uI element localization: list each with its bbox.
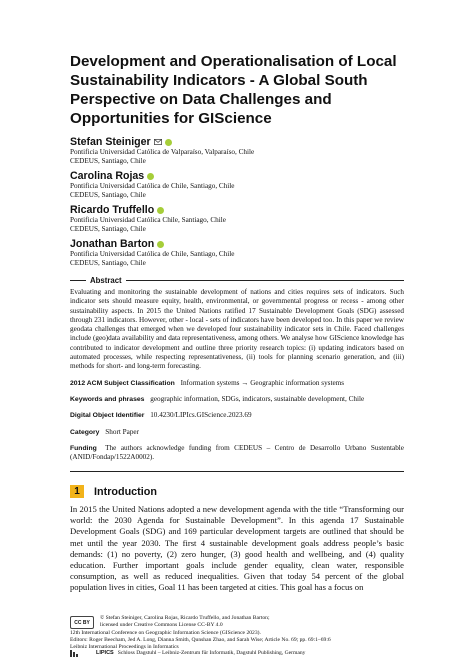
author-affiliation: CEDEUS, Santiago, Chile	[70, 259, 146, 267]
page-footer	[70, 615, 404, 657]
section-title: Introduction	[94, 485, 157, 498]
orcid-icon[interactable]	[165, 139, 172, 146]
lipics-logo-icon	[70, 650, 92, 657]
meta-key: 2012 ACM Subject Classification	[70, 379, 175, 387]
author-block	[70, 170, 404, 200]
orcid-icon[interactable]	[147, 173, 154, 180]
divider	[70, 280, 86, 281]
author-line	[70, 204, 404, 216]
copyright-block	[100, 615, 270, 629]
meta-keywords	[70, 395, 404, 404]
publisher-line: Schloss Dagstuhl – Leibniz-Zentrum für Informatik, Dagstuhl Publishing, Germany	[117, 650, 306, 657]
author-list	[70, 136, 404, 268]
author-affiliation: Pontificia Universidad Católica de Valparaíso, Valparaíso, Chile	[70, 148, 255, 156]
publisher-row	[70, 650, 331, 657]
section-body-text: In 2015 the United Nations adopted a new development agenda with the title “Transforming our world: the 2030 Agenda for Sustainable Development”. In this agenda 17 Sustainable Development Goals (SDG) and 169 particular development targets are outlined that should be met until the year 2030. The first 4 sustainable development goals address people’s basic demands: (1) no poverty, (2) zero hunger, (3) good health and wellbeing, and (4) quality education. Further important goals include gender equality, clean water, responsible consumption, as well as reduced inequalities. Given that today 54 percent of the global population lives in cities, Goal 11 has been targeted at cities. This goal has a focus on	[70, 504, 404, 592]
divider	[70, 471, 404, 472]
meta-value: Short Paper	[105, 427, 140, 436]
footer-license-row	[70, 615, 404, 629]
conference-line: 12th International Conference on Geographic Information Science (GIScience 2023).	[70, 630, 261, 636]
author-line	[70, 170, 404, 182]
section-header	[70, 485, 404, 498]
author-block	[70, 204, 404, 234]
author-affiliation: CEDEUS, Santiago, Chile	[70, 157, 146, 165]
author-affiliation: Pontificia Universidad Católica de Chile, Santiago, Chile	[70, 182, 235, 190]
abstract-text: Evaluating and monitoring the sustainable development of nations and cities requires sets of indicators. Such indicator sets should measure equity, health, environmental, or governmental progress or recess - among other sustainability aspects. In 2015 the United Nations ratified 17 Sustainable Development Goals (SDG) assessed through 231 indicators. However, other - local - sets of indicators have been developed too. In this paper we review geodata challenges that emerged when we developed four sustainability indicator sets in Chile. Faced challenges include (geo)data availability and data representativeness, among others. We analyse how GIScience knowledge has contributed to indicator development and outline three priority research topics: (i) updating indicators based on automated processes, while respecting representativeness, (ii) tools for planning scenario generation, and (iii) methods for short- and long-term forecasting.	[70, 288, 404, 371]
abstract-label: Abstract	[90, 276, 122, 285]
paper-title: Development and Operationalisation of Local Sustainability Indicators - A Global South Perspective on Data Challenges and Opportunities for GIScience	[70, 53, 397, 127]
orcid-icon[interactable]	[157, 207, 164, 214]
meta-key: Funding	[70, 444, 97, 452]
author-name: Stefan Steiniger	[70, 136, 151, 148]
meta-value: Information systems → Geographic information systems	[180, 378, 345, 387]
cc-license-badge[interactable]: CC BY	[70, 616, 94, 629]
meta-key: Category	[70, 428, 100, 436]
meta-key: Keywords and phrases	[70, 395, 145, 403]
meta-acm	[70, 379, 404, 388]
divider	[126, 280, 404, 281]
copyright-line: © Stefan Steiniger, Carolina Rojas, Ricardo Truffello, and Jonathan Barton;	[100, 615, 270, 621]
series-line: Leibniz International Proceedings in Informatics	[70, 643, 179, 650]
author-line	[70, 136, 404, 148]
author-name: Jonathan Barton	[70, 238, 155, 250]
meta-value: geographic information, SDGs, indicators, sustainable development, Chile	[150, 394, 365, 403]
meta-key: Digital Object Identifier	[70, 412, 145, 420]
section-number-badge: 1	[70, 485, 84, 498]
author-affiliation: Pontificia Universidad Católica Chile, Santiago, Chile	[70, 216, 226, 224]
doi-link[interactable]: 10.4230/LIPIcs.GIScience.2023.69	[150, 411, 252, 420]
editors-line: Editors: Roger Beecham, Jed A. Long, Dianna Smith, Qunshan Zhao, and Sarah Wise; Article No. 69; pp. 69:1–69:6	[70, 636, 331, 643]
conference-block	[70, 630, 331, 657]
author-affiliation: Pontificia Universidad Católica de Chile, Santiago, Chile	[70, 250, 235, 258]
author-name: Carolina Rojas	[70, 170, 145, 182]
lipics-word: LIPICS	[96, 650, 114, 657]
abstract-header	[70, 276, 404, 285]
license-line: licensed under Creative Commons License CC-BY 4.0	[100, 621, 223, 628]
meta-category	[70, 428, 404, 437]
orcid-icon[interactable]	[157, 241, 164, 248]
envelope-icon[interactable]	[154, 139, 162, 145]
author-block	[70, 238, 404, 268]
author-line	[70, 238, 404, 250]
author-block	[70, 136, 404, 166]
paper-page	[70, 52, 404, 593]
meta-value: The authors acknowledge funding from CEDEUS – Centro de Desarrollo Urbano Sustentable (ANID/Fondap/1522A0002).	[70, 443, 404, 462]
meta-funding	[70, 444, 404, 463]
author-affiliation: CEDEUS, Santiago, Chile	[70, 191, 146, 199]
author-name: Ricardo Truffello	[70, 204, 155, 216]
meta-doi	[70, 411, 404, 420]
footer-conf-row	[70, 630, 404, 657]
author-affiliation: CEDEUS, Santiago, Chile	[70, 225, 146, 233]
